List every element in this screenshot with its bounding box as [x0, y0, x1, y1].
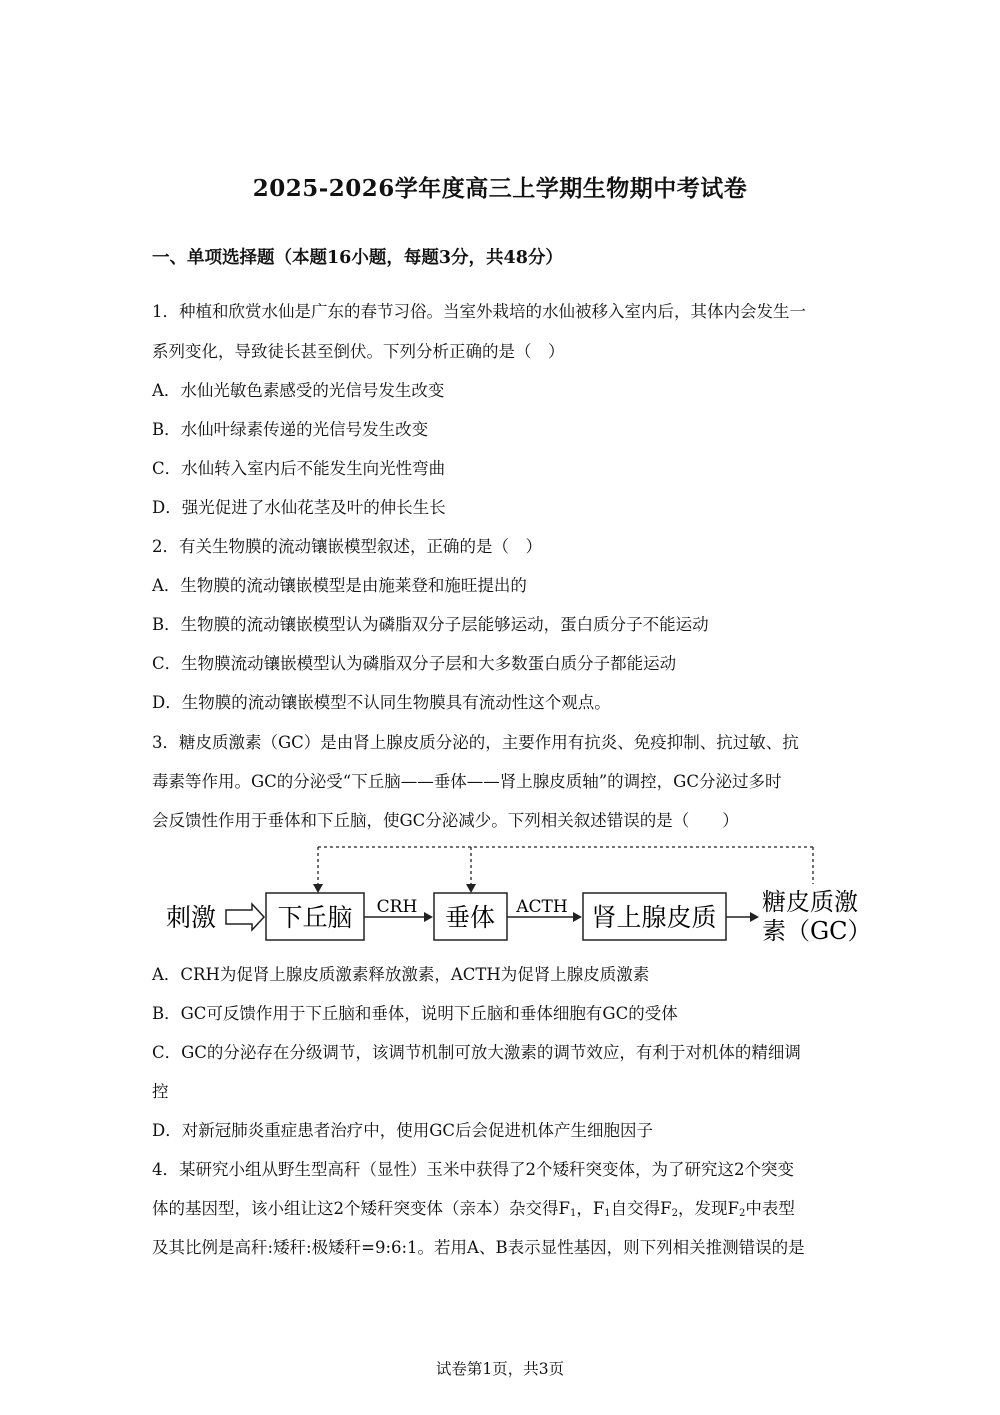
q3-stem-line1: 3．糖皮质激素（GC）是由肾上腺皮质分泌的，主要作用有抗炎、免疫抑制、抗过敏、抗: [152, 733, 799, 752]
pituitary-label: 垂体: [444, 903, 496, 932]
q2-option-d: D．生物膜的流动镶嵌模型不认同生物膜具有流动性这个观点。: [152, 693, 611, 712]
q4-stem-line1: 4．某研究小组从野生型高秆（显性）玉米中获得了2个矮秆突变体，为了研究这2个突变: [152, 1160, 794, 1179]
q3-option-c-line2: 控: [152, 1082, 169, 1101]
q4-sub-2: 1: [604, 1208, 611, 1219]
hpa-axis-diagram: [160, 840, 880, 950]
q3-option-b: B．GC可反馈作用于下丘脑和垂体，说明下丘脑和垂体细胞有GC的受体: [152, 1004, 678, 1023]
adrenal-cortex-label: 肾上腺皮质: [591, 903, 717, 932]
q2-option-a: A．生物膜的流动镶嵌模型是由施莱登和施旺提出的: [152, 576, 527, 595]
q1-stem-line1: 1．种植和欣赏水仙是广东的春节习俗。当室外栽培的水仙被移入室内后，其体内会发生一: [152, 302, 806, 321]
q1-option-b: B．水仙叶绿素传递的光信号发生改变: [152, 420, 429, 439]
exam-title: 2025-2026学年度高三上学期生物期中考试卷: [252, 175, 748, 202]
q3-option-a: A．CRH为促肾上腺皮质激素释放激素，ACTH为促肾上腺皮质激素: [152, 965, 650, 984]
q4-sub-3: 2: [671, 1208, 678, 1219]
q4-text-b: ，F: [576, 1199, 605, 1218]
q2-stem: 2．有关生物膜的流动镶嵌模型叙述，正确的是（ ）: [152, 537, 542, 556]
stimulus-arrow: [226, 904, 264, 930]
hypothalamus-label: 下丘脑: [277, 903, 353, 932]
q3-stem-line3: 会反馈性作用于垂体和下丘脑，使GC分泌减少。下列相关叙述错误的是（ ）: [152, 811, 739, 830]
q4-text-a: 体的基因型，该小组让这2个矮秆突变体（亲本）杂交得F: [152, 1199, 570, 1218]
q1-stem-line2: 系列变化，导致徒长甚至倒伏。下列分析正确的是（ ）: [152, 342, 565, 361]
q2-option-b: B．生物膜的流动镶嵌模型认为磷脂双分子层能够运动，蛋白质分子不能运动: [152, 615, 709, 634]
q4-sub-4: 2: [738, 1208, 746, 1219]
gc-label-line1: 糖皮质激: [762, 888, 858, 916]
q4-text-e: 中表型: [745, 1199, 795, 1218]
q3-stem-line2: 毒素等作用。GC的分泌受“下丘脑——垂体——肾上腺皮质轴”的调控，GC分泌过多时: [152, 772, 782, 791]
q4-sub-1: 1: [569, 1208, 577, 1219]
page-footer: 试卷第1页，共3页: [435, 1360, 565, 1378]
q4-stem-line2: [152, 1195, 795, 1219]
q3-option-d: D．对新冠肺炎重症患者治疗中，使用GC后会促进机体产生细胞因子: [152, 1121, 654, 1140]
q2-option-c: C．生物膜流动镶嵌模型认为磷脂双分子层和大多数蛋白质分子都能运动: [152, 654, 677, 673]
q4-stem-line3: 及其比例是高秆:矮秆:极矮秆=9:6:1。若用A、B表示显性基因，则下列相关推测错误的是: [152, 1238, 805, 1257]
q1-option-d: D．强光促进了水仙花茎及叶的伸长生长: [152, 498, 446, 517]
q1-option-a: A．水仙光敏色素感受的光信号发生改变: [152, 381, 445, 400]
q1-option-c: C．水仙转入室内后不能发生向光性弯曲: [152, 459, 446, 478]
crh-label: CRH: [376, 897, 418, 917]
q4-text-d: ，发现F: [677, 1199, 739, 1218]
section-heading: 一、单项选择题（本题16小题，每题3分，共48分）: [152, 248, 563, 268]
stimulus-label: 刺激: [166, 903, 217, 932]
q4-text-c: 自交得F: [610, 1199, 672, 1218]
acth-label: ACTH: [516, 897, 568, 917]
gc-label-line2: 素（GC）: [762, 917, 872, 945]
q3-option-c-line1: C．GC的分泌存在分级调节，该调节机制可放大激素的调节效应，有利于对机体的精细调: [152, 1043, 801, 1062]
